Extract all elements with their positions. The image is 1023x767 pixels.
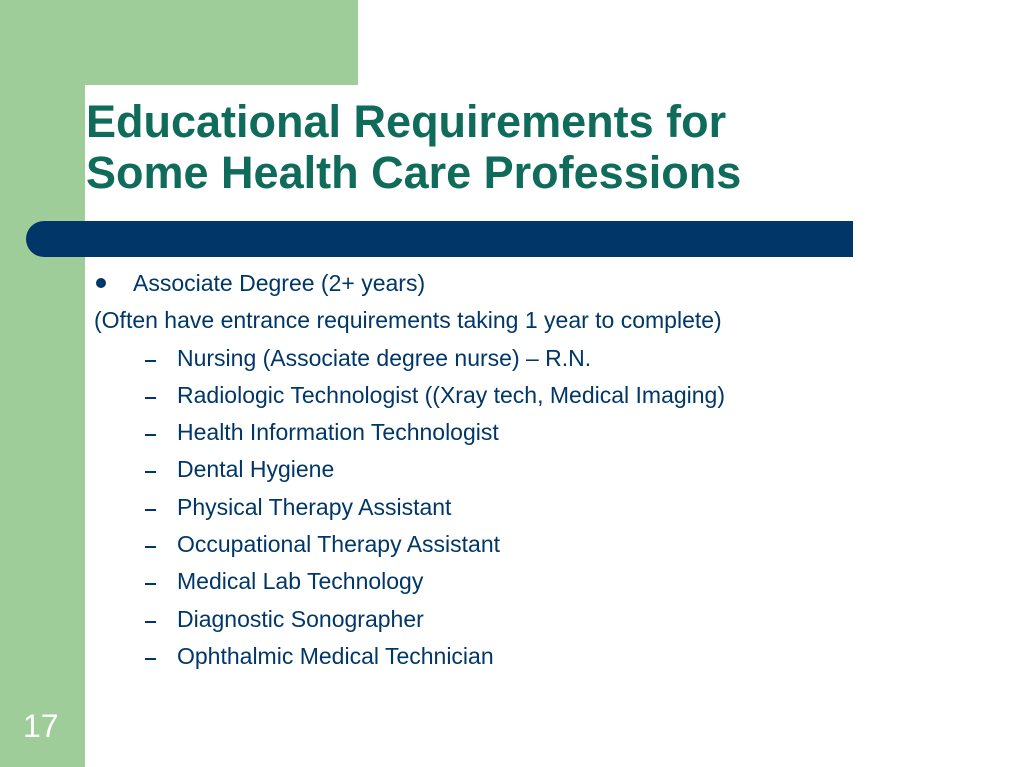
title-line-2: Some Health Care Professions <box>86 147 742 198</box>
sub-item-ophthalmic: Ophthalmic Medical Technician <box>177 643 494 669</box>
dash-icon <box>145 546 156 548</box>
bullet-dot-icon <box>96 278 106 288</box>
sub-item-medical-lab: Medical Lab Technology <box>177 568 424 594</box>
entrance-note: (Often have entrance requirements taking 1 year to complete) <box>94 307 722 333</box>
dash-icon <box>145 658 156 660</box>
title-line-1: Educational Requirements for <box>86 96 727 147</box>
sub-item-nursing: Nursing (Associate degree nurse) – R.N. <box>177 345 592 371</box>
sub-item-health-information: Health Information Technologist <box>177 419 499 445</box>
sub-item-dental-hygiene: Dental Hygiene <box>177 456 335 482</box>
dash-icon <box>145 471 156 473</box>
sub-item-physical-therapy: Physical Therapy Assistant <box>177 494 452 520</box>
dash-icon <box>145 360 156 362</box>
dash-icon <box>145 509 156 511</box>
sub-item-sonographer: Diagnostic Sonographer <box>177 606 424 632</box>
slide-number: 17 <box>23 708 59 744</box>
dash-icon <box>145 434 156 436</box>
sub-item-radiologic: Radiologic Technologist ((Xray tech, Medical Imaging) <box>177 382 726 408</box>
dash-icon <box>145 621 156 623</box>
sub-item-occupational-therapy: Occupational Therapy Assistant <box>177 531 501 557</box>
bullet-associate-degree: Associate Degree (2+ years) <box>133 270 426 296</box>
dash-icon <box>145 397 156 399</box>
dash-icon <box>145 583 156 585</box>
